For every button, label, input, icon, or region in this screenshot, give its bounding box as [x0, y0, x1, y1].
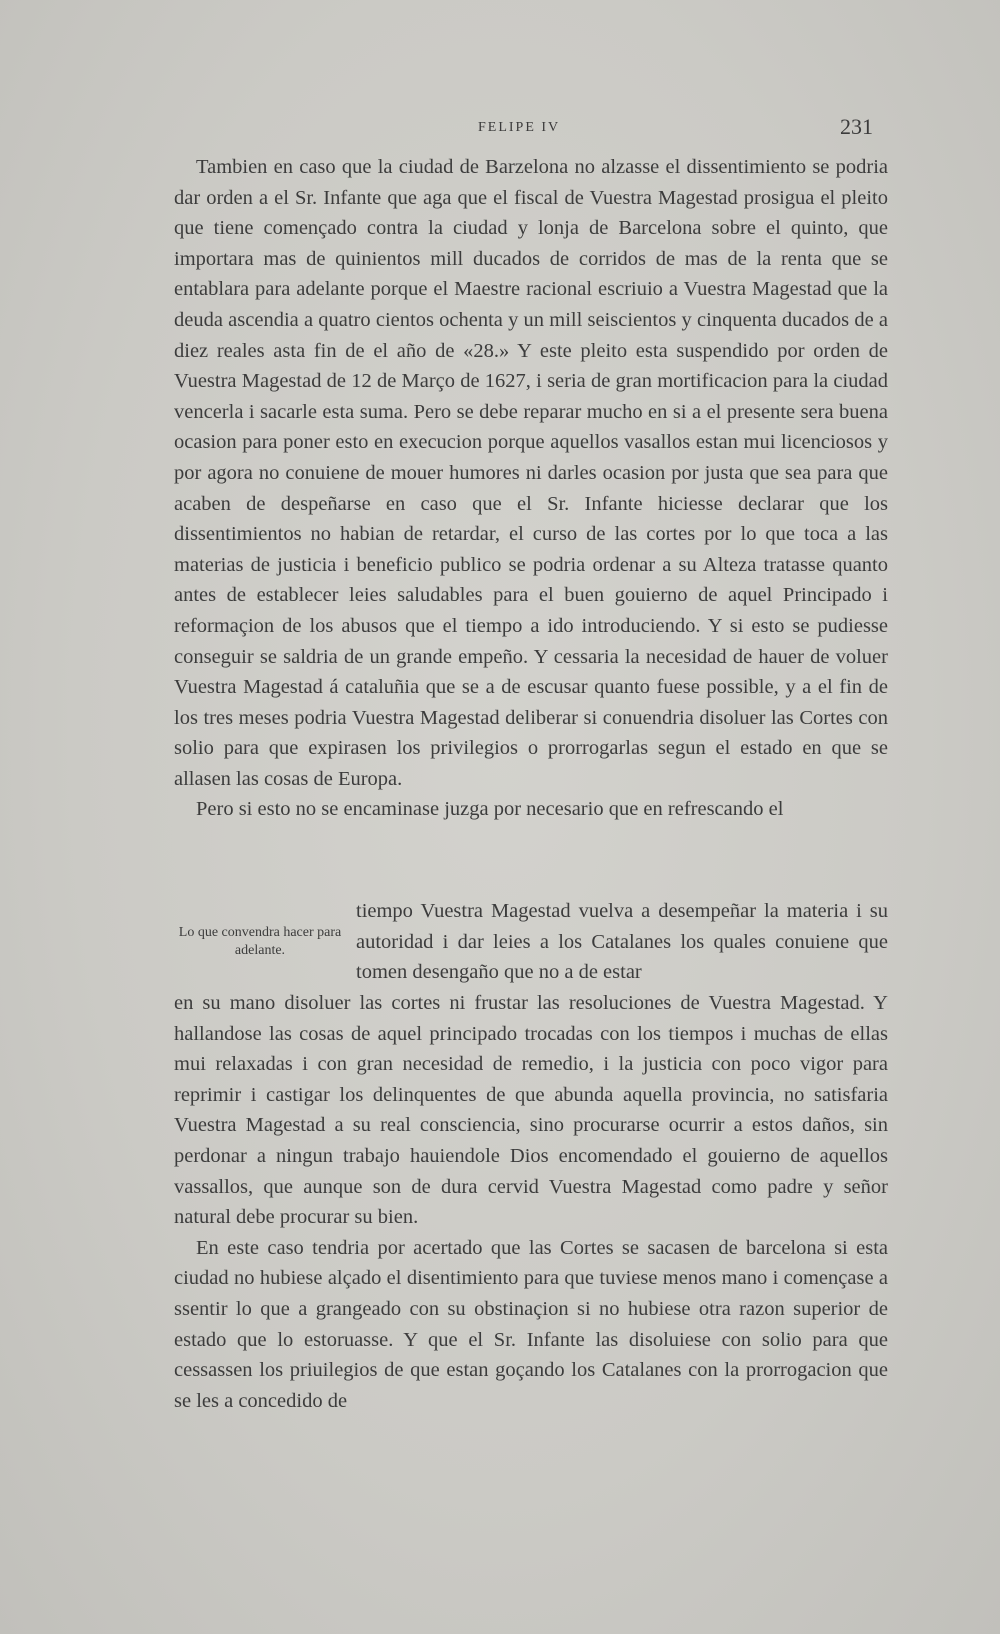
body-text	[174, 152, 888, 825]
running-head	[0, 114, 1000, 150]
paragraph-2-inset: tiempo Vuestra Magestad vuelva a desempeñar la materia i su autoridad i dar leies a los Catalanes los quales conuiene que tomen desengaño que no a de estar	[356, 900, 888, 984]
paragraph-2-lead: Pero si esto no se encaminase juzga por necesario que en refrescando el	[196, 798, 784, 821]
margin-note: Lo que convendra hacer para adelante.	[178, 925, 342, 958]
paragraph-1: Tambien en caso que la ciudad de Barzelona no alzasse el dissentimiento se podria dar orden a el Sr. Infante que aga que el fiscal de Vuestra Magestad prosigua el pleito que tiene començado contra la ciudad y lonja de Barcelona sobre el quinto, que importara mas de quinientos mill ducados de corridos de mas de la renta que se entablara para adelante porque el Maestre racional escriuio a Vuestra Magestad que la deuda ascendia a quatro cientos ochenta y un mill seiscientos y cinquenta ducados de a diez reales asta fin de el año de «28.» Y este pleito esta suspendido por orden de Vuestra Magestad de 12 de Março de 1627, i seria de gran mortificacion para la ciudad vencerla i sacarle esta suma. Pero se debe reparar mucho en si a el presente sera buena ocasion para poner esto en execucion porque aquellos vasallos estan mui licenciosos y por agora no conuiene de mouer humores ni darles ocasion por justa que sea para que acaben de despeñarse en caso que el Sr. Infante hiciesse declarar que los dissentimientos no habian de retardar, el curso de las cortes por lo que toca a las materias de justicia i beneficio publico se podria ordenar a su Alteza tratasse quanto antes de establecer leies saludables para el buen gouierno de aquel Principado i reformaçion de los abusos que el tiempo a ido introduciendo. Y si esto se pudiesse conseguir se saldria de un grande empeño. Y cessaria la necesidad de hauer de voluer Vuestra Magestad á cataluñia que se a de escusar quanto fuese possible, y a el fin de los tres meses podria Vuestra Magestad deliberar si conuendria disoluer las Cortes con solio para que expirasen los privilegios o prorrogarlas segun el estado en que se allasen las cosas de Europa.	[174, 156, 888, 790]
page-number: 231	[840, 114, 873, 139]
paragraph-3: En este caso tendria por acertado que las Cortes se sacasen de barcelona si esta ciudad no hubiese alçado el disentimiento para que tuviese menos mano i començase a ssentir lo que a grangeado con su obstinaçion si no hubiese otra razon superior de estado que lo estoruasse. Y que el Sr. Infante las disoluiese con solio para que cessassen los priuilegios de que estan goçando los Catalanes con la prorrogacion que se les a concedido de	[174, 1236, 888, 1412]
lower-text	[174, 988, 888, 1416]
running-title: FELIPE IV	[478, 120, 561, 135]
paragraph-2-rest: en su mano disoluer las cortes ni frustar las resoluciones de Vuestra Magestad. Y hallandose las cosas de aquel principado trocadas con los tiempos i muchas de ellas mui relaxadas i con gran necesidad de remedio, i la justicia con poco vigor para reprimir i castigar los delinquentes de que abunda aquella provincia, no satisfaria Vuestra Magestad a su real consciencia, sino procurarse ocurrir a estos daños, sin perdonar a ningun trabajo hauiendole Dios encomendado el gouierno de aquellos vassallos, que aunque son de dura cervid Vuestra Magestad como padre y señor natural debe procurar su bien.	[174, 992, 888, 1229]
